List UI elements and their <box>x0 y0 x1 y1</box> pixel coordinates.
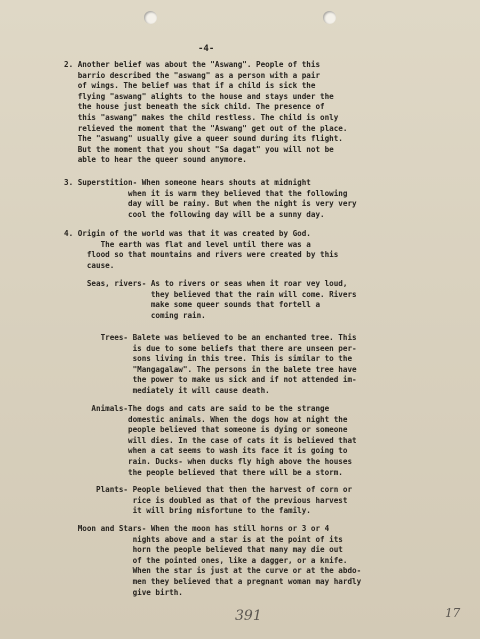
text-line: Animals-The dogs and cats are said to be the strange <box>64 404 330 413</box>
text-line: The earth was flat and level until there was a <box>64 239 311 249</box>
text-line: will dies. In the case of cats it is believed that <box>64 435 357 445</box>
text-line: the house just beneath the sick child. The presence of <box>64 102 325 112</box>
text-line: When the star is just at the curve or at the abdo- <box>64 566 362 576</box>
text-line: horn the people believed that many may die out <box>64 545 343 555</box>
text-line: people believed that someone is dying or someone <box>64 425 348 435</box>
seas-rivers-paragraph <box>64 279 357 321</box>
text-line: flying "aswang" alights to the house and stays under the <box>64 91 334 101</box>
animals-paragraph <box>64 404 357 478</box>
text-line: the power to make us sick and if not attended im- <box>64 375 357 385</box>
text-line: when a cat seems to wash its face it is going to <box>64 446 348 456</box>
item-4-origin <box>64 229 338 271</box>
text-line: "Mangagalaw". The persons in the balete tree have <box>64 364 357 374</box>
page-number: -4- <box>198 44 215 54</box>
text-line: flood so that mountains and rivers were created by this <box>64 250 339 260</box>
text-line: it will bring misfortune to the family. <box>64 506 311 516</box>
text-line: of wings. The belief was that if a child is sick the <box>64 81 316 91</box>
text-line: Plants- People believed that then the harvest of corn or <box>64 485 353 494</box>
text-line: cool the following day will be a sunny day. <box>64 209 325 219</box>
moon-stars-paragraph <box>64 524 361 598</box>
trees-paragraph <box>64 333 357 397</box>
punch-hole <box>144 11 157 24</box>
text-line: men they believed that a pregnant woman may hardly <box>64 576 362 586</box>
text-line: the people believed that there will be a storm. <box>64 467 343 477</box>
text-line: But the moment that you shout "Sa dagat" you will not be <box>64 144 334 154</box>
text-line: they believed that the rain will come. Rivers <box>64 289 357 299</box>
text-line: 3. Superstition- When someone hears shouts at midnight <box>64 178 311 187</box>
handwritten-page-corner: 17 <box>445 606 461 620</box>
text-line: this "aswang" makes the child restless. The child is only <box>64 112 339 122</box>
text-line: The "aswang" usually give a queer sound during its flight. <box>64 134 343 144</box>
text-line: of the pointed ones, like a dagger, or a knife. <box>64 555 348 565</box>
text-line: domestic animals. When the dogs how at night the <box>64 414 348 424</box>
item-3-superstition <box>64 178 357 220</box>
text-line: rain. Ducks- when ducks fly high above the houses <box>64 456 353 466</box>
text-line: Seas, rivers- As to rivers or seas when it roar vey loud, <box>64 279 348 288</box>
punch-hole <box>323 11 336 24</box>
text-line: coming rain. <box>64 310 206 320</box>
text-line: Moon and Stars- When the moon has still horns or 3 or 4 <box>64 524 330 533</box>
text-line: barrio described the "aswang" as a person with a pair <box>64 70 321 80</box>
text-line: give birth. <box>64 587 183 597</box>
item-2-aswang <box>64 60 347 166</box>
text-line: is due to some beliefs that there are unseen per- <box>64 343 357 353</box>
text-line: make some queer sounds that fortell a <box>64 300 321 310</box>
text-line: when it is warm they believed that the following <box>64 188 348 198</box>
text-line: 4. Origin of the world was that it was created by God. <box>64 229 311 238</box>
text-line: 2. Another belief was about the "Aswang". People of this <box>64 60 321 69</box>
text-line: cause. <box>64 260 115 270</box>
text-line: rice is doubled as that of the previous harvest <box>64 495 348 505</box>
text-line: nights above and a star is at the point of its <box>64 534 343 544</box>
text-line: Trees- Balete was believed to be an enchanted tree. This <box>64 333 357 342</box>
text-line: relieved the moment that the "Aswang" get out of the place. <box>64 123 348 133</box>
plants-paragraph <box>64 485 352 517</box>
text-line: sons living in this tree. This is similar to the <box>64 354 353 364</box>
handwritten-number: 391 <box>235 608 262 624</box>
text-line: day will be rainy. But when the night is very very <box>64 199 357 209</box>
text-line: able to hear the queer sound anymore. <box>64 155 247 165</box>
text-line: mediately it will cause death. <box>64 385 270 395</box>
